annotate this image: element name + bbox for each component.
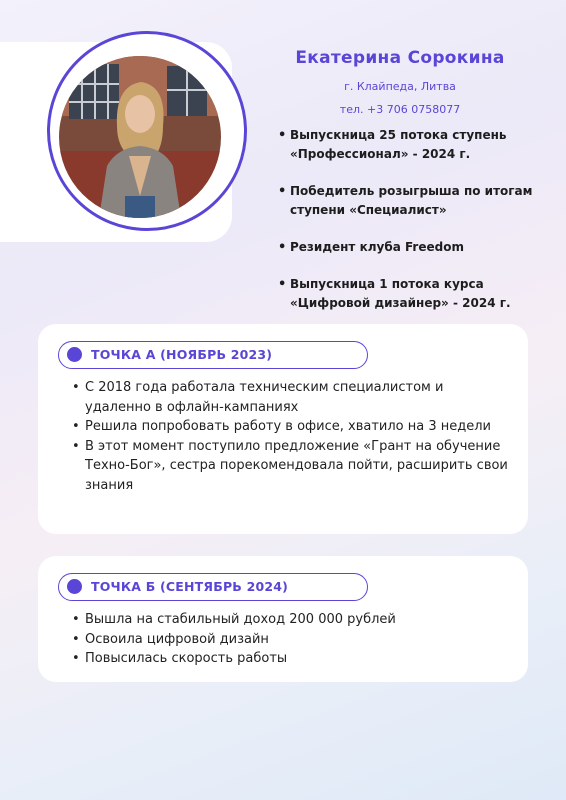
point-b-header (58, 573, 368, 601)
list-item: • Освоила цифровой дизайн (72, 630, 512, 650)
point-b-card (38, 556, 528, 682)
point-a-title: ТОЧКА А (НОЯБРЬ 2023) (91, 347, 273, 362)
profile-name: Екатерина Сорокина (295, 48, 505, 68)
point-b-list (72, 610, 512, 669)
achievement-item: • Резидент клуба Freedom (278, 238, 548, 257)
bullet-dot-icon (67, 347, 82, 362)
achievement-item: • Выпускница 1 потока курса «Цифровой дизайнер» - 2024 г. (278, 275, 548, 313)
list-item: • С 2018 года работала техническим специалистом и удаленно в офлайн-кампаниях (72, 378, 512, 417)
profile-city: г. Клайпеда, Литва (344, 80, 456, 93)
list-item: • Повысилась скорость работы (72, 649, 512, 669)
point-a-card (38, 324, 528, 534)
point-a-header (58, 341, 368, 369)
achievements-list (278, 126, 548, 331)
list-item: • В этот момент поступило предложение «Грант на обучение Техно-Бог», сестра порекомендовала пойти, расширить свои знания (72, 437, 512, 496)
achievement-item: • Победитель розыгрыша по итогам ступени «Специалист» (278, 182, 548, 220)
bullet-dot-icon (67, 579, 82, 594)
list-item: • Решила попробовать работу в офисе, хватило на 3 недели (72, 417, 512, 437)
point-b-title: ТОЧКА Б (СЕНТЯБРЬ 2024) (91, 579, 289, 594)
portrait-image (59, 56, 221, 218)
profile-photo (59, 56, 221, 218)
achievement-item: • Выпускница 25 потока ступень «Профессионал» - 2024 г. (278, 126, 548, 164)
point-a-list (72, 378, 512, 495)
profile-phone: тел. +3 706 0758077 (339, 103, 461, 116)
list-item: • Вышла на стабильный доход 200 000 рублей (72, 610, 512, 630)
